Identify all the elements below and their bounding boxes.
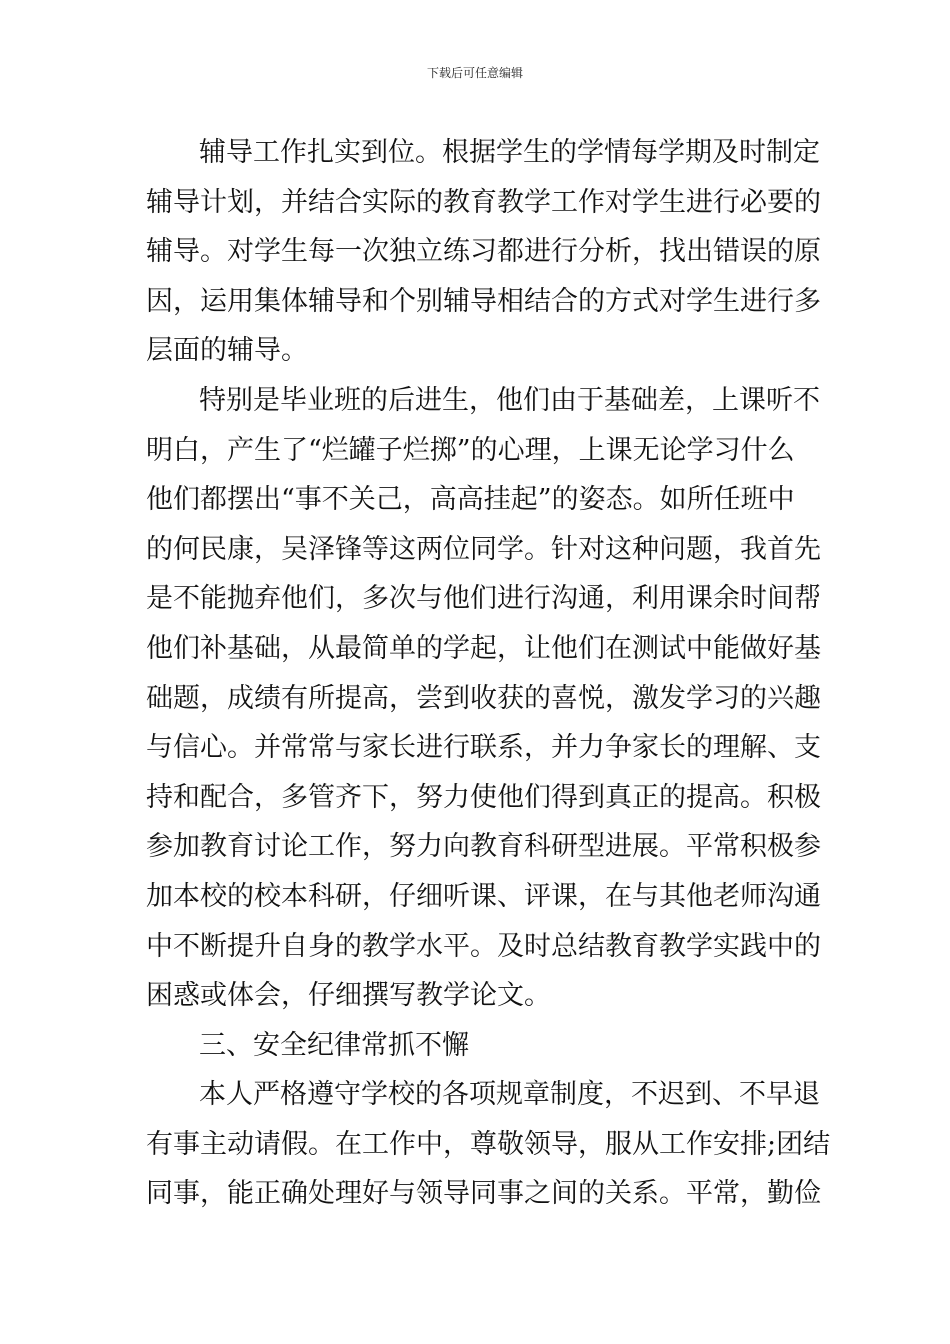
text-line: 明白，产生了“烂罐子烂掷”的心理，上课无论学习什么 bbox=[146, 434, 795, 466]
text-line: 的何民康，吴泽锋等这两位同学。针对这种问题，我首先 bbox=[146, 533, 821, 565]
text-line: 辅导。对学生每一次独立练习都进行分析，找出错误的原 bbox=[146, 236, 821, 268]
text-line: 辅导工作扎实到位。根据学生的学情每学期及时制定 bbox=[199, 137, 820, 168]
text-line: 中不断提升自身的教学水平。及时总结教育教学实践中的 bbox=[146, 930, 821, 962]
text-line: 持和配合，多管齐下，努力使他们得到真正的提高。积极 bbox=[146, 781, 821, 813]
text-line: 与信心。并常常与家长进行联系，并力争家长的理解、支 bbox=[146, 732, 821, 764]
section-heading: 三、安全纪律常抓不懈 bbox=[199, 1029, 469, 1061]
text-line: 他们补基础，从最简单的学起，让他们在测试中能做好基 bbox=[146, 632, 821, 664]
text-line: 同事，能正确处理好与领导同事之间的关系。平常，勤俭 bbox=[146, 1178, 821, 1210]
text-line: 是不能抛弃他们，多次与他们进行沟通，利用课余时间帮 bbox=[146, 583, 821, 615]
text-line: 辅导计划，并结合实际的教育教学工作对学生进行必要的 bbox=[146, 186, 821, 218]
text-line: 因，运用集体辅导和个别辅导相结合的方式对学生进行多 bbox=[146, 285, 821, 317]
text-line: 参加教育讨论工作，努力向教育科研型进展。平常积极参 bbox=[146, 831, 821, 863]
text-line: 有事主动请假。在工作中，尊敬领导，服从工作安排;团结 bbox=[146, 1128, 831, 1160]
text-line: 层面的辅导。 bbox=[146, 335, 308, 367]
document-body bbox=[146, 128, 831, 1219]
text-line: 本人严格遵守学校的各项规章制度，不迟到、不早退 bbox=[199, 1079, 820, 1111]
text-line: 困惑或体会，仔细撰写教学论文。 bbox=[146, 980, 551, 1012]
text-line: 础题，成绩有所提高，尝到收获的喜悦，激发学习的兴趣 bbox=[146, 682, 821, 714]
text-line: 特别是毕业班的后进生，他们由于基础差，上课听不 bbox=[199, 384, 820, 416]
text-line: 他们都摆出“事不关己，高高挂起”的姿态。如所任班中 bbox=[146, 484, 795, 516]
text-line: 加本校的校本科研，仔细听课、评课，在与其他老师沟通 bbox=[146, 880, 821, 912]
page-header: 下载后可任意编辑 bbox=[426, 66, 523, 80]
